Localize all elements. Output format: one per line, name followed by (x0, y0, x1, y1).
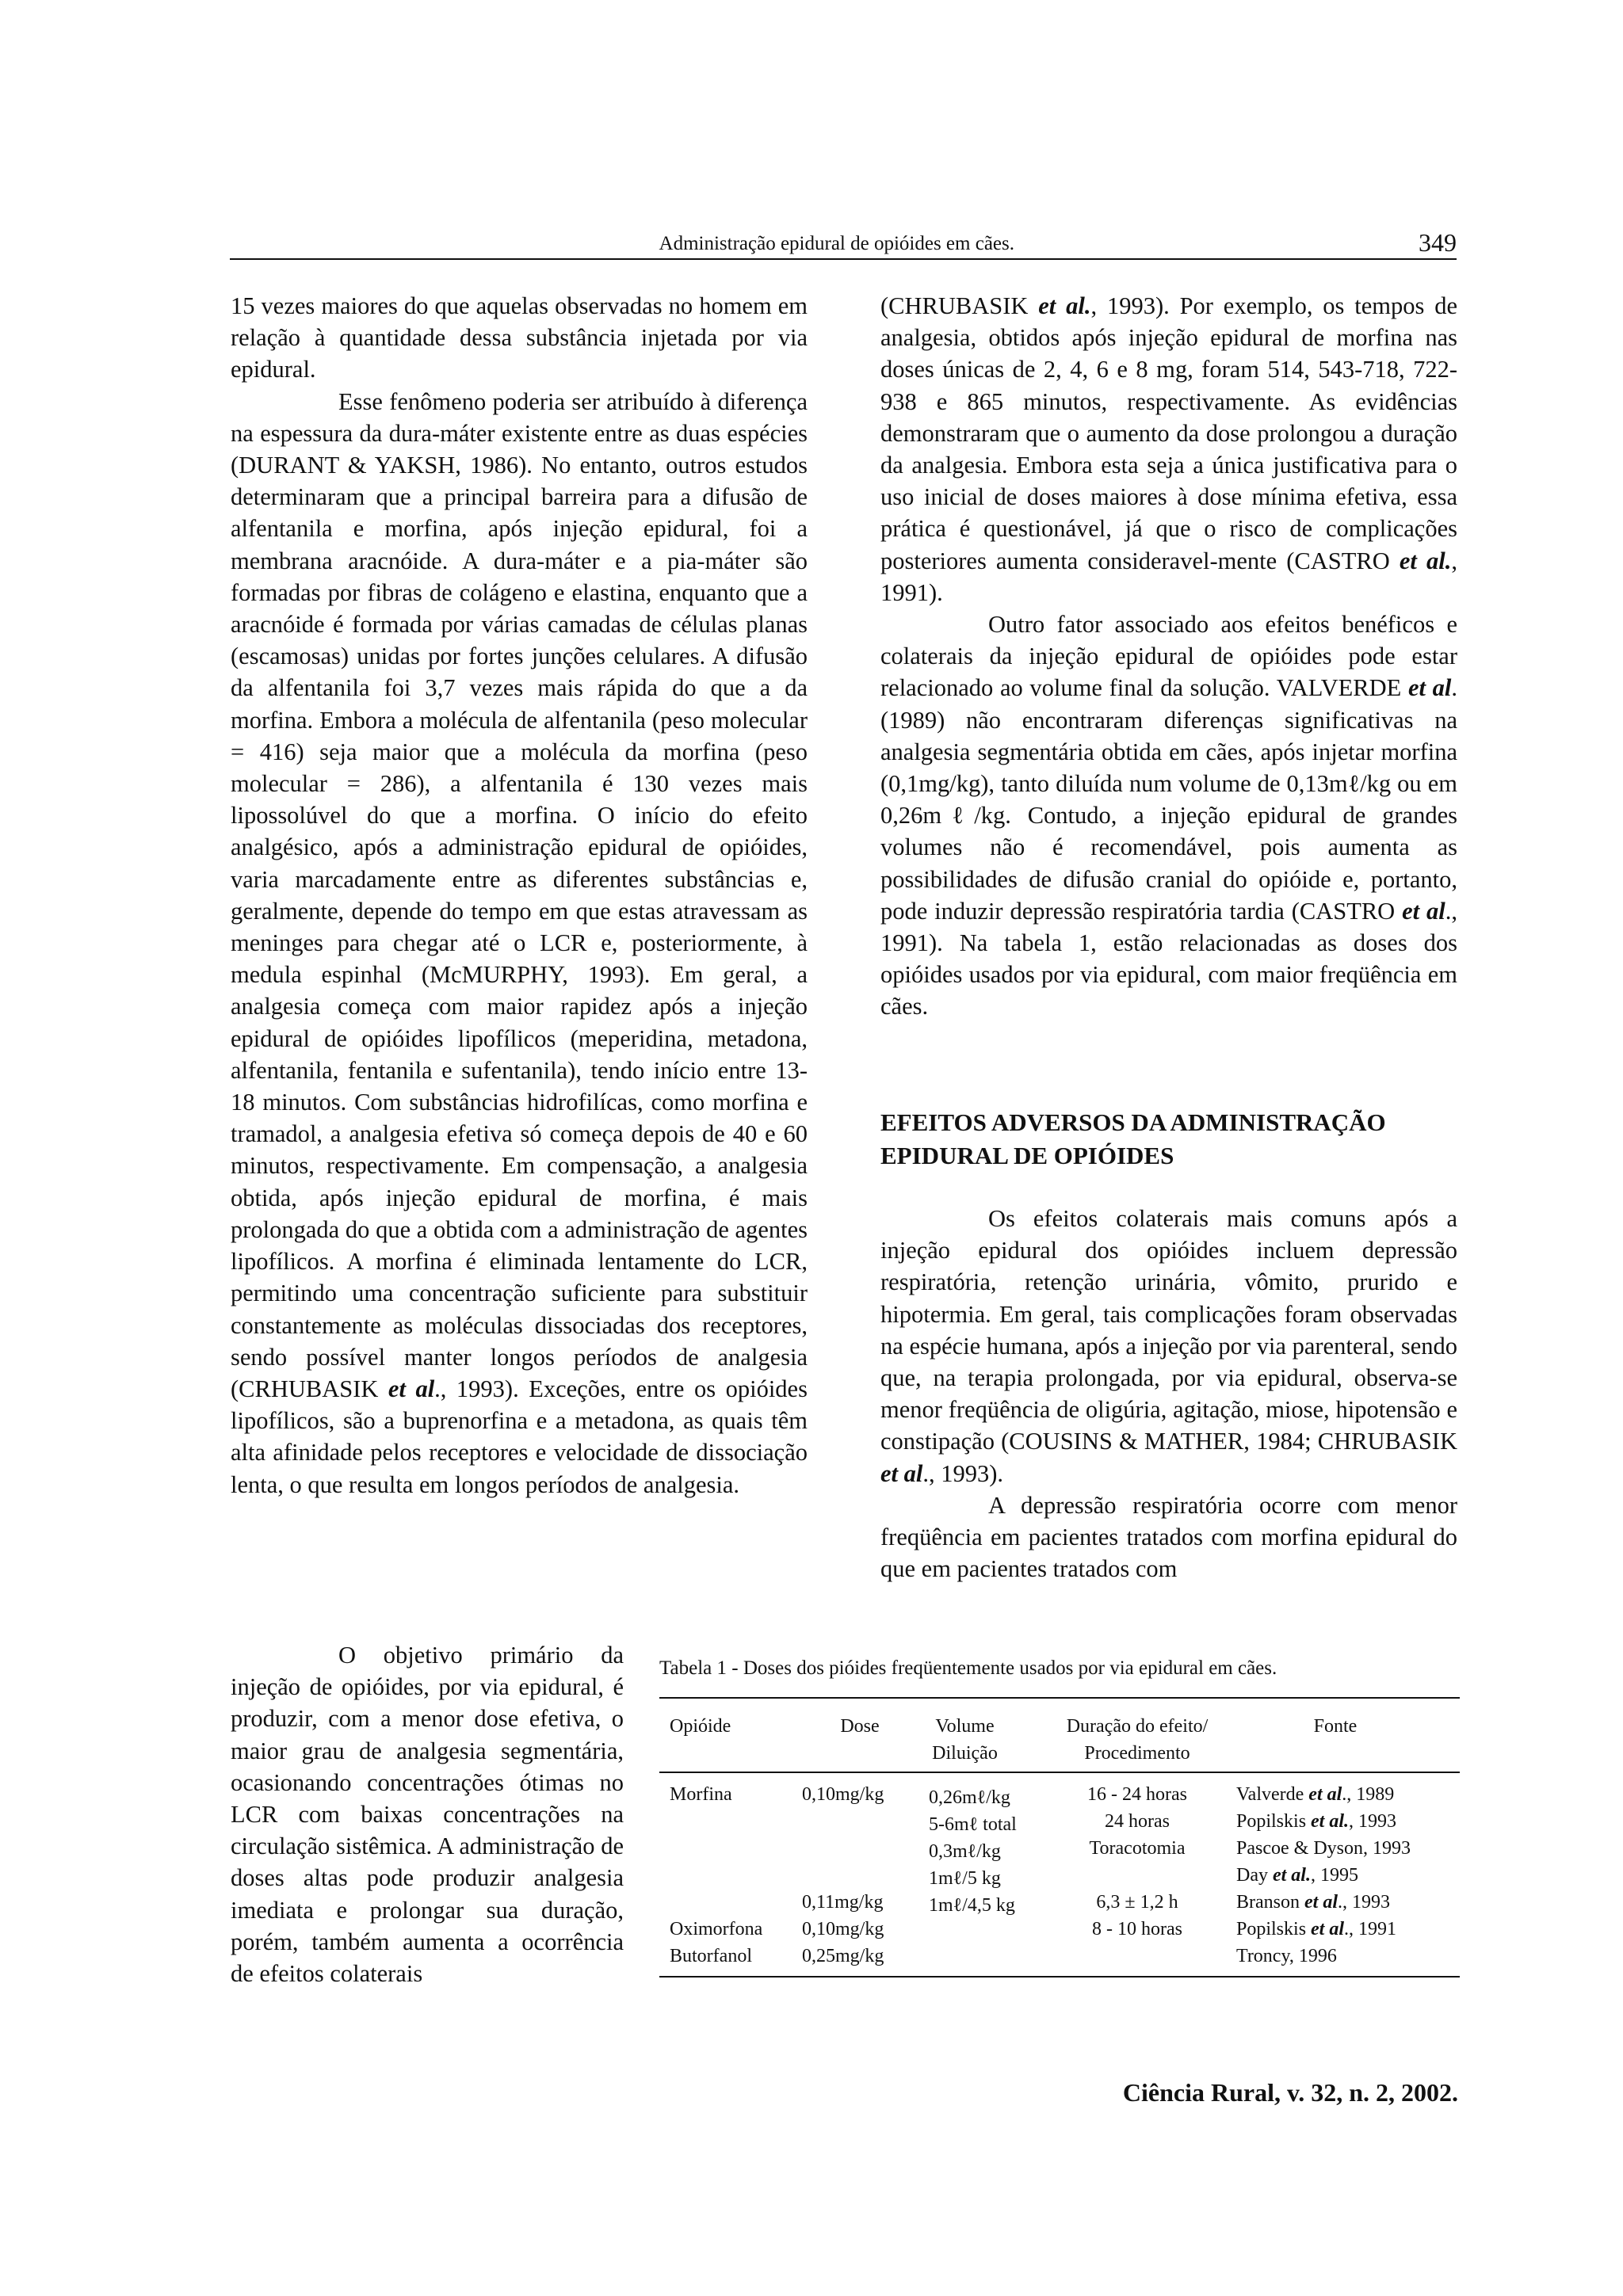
section-heading: EFEITOS ADVERSOS DA ADMINISTRAÇÃO EPIDURAL DE OPIÓIDES (880, 1108, 1386, 1169)
table-cell (670, 1835, 762, 1862)
table-cell: 0,3mℓ/kg (929, 1841, 1001, 1862)
header-opioide: Opióide (670, 1716, 731, 1737)
table-cell: Oximorfona (670, 1919, 763, 1939)
table-cell (802, 1862, 884, 1889)
table-cell: 0,10mg/kg (802, 1784, 884, 1805)
right-paragraph-2: Outro fator associado aos efeitos benéficos e colaterais da injeção epidural de opióides pode estar relacionado ao volume final da solução. VALVERDE et al. (1989) não encontraram diferenças significativas na analgesia segmentária obtida em cães, após injetar morfina (0,1mg/kg), tanto diluída num volume de 0,13mℓ/kg ou em 0,26mℓ/kg. Contudo, a injeção epidural de grandes volumes não é recomendável, pois aumenta as possibilidades de difusão cranial do opióide e, portanto, pode induzir depressão respiratória tardia (CASTRO et al., 1991). Na tabela 1, estão relacionadas as doses dos opióides usados por via epidural, com maior freqüência em cães. (880, 611, 1457, 1020)
right-column-lower (880, 1203, 1457, 1585)
table-cell: 16 - 24 horas (1087, 1784, 1187, 1805)
table-cell: Toracotomia (1089, 1838, 1186, 1859)
table-bottom-rule (659, 1976, 1460, 1978)
header-fonte: Fonte (1313, 1716, 1358, 1737)
table-caption: Tabela 1 - Doses dos pióides freqüentemente usados por via epidural em cães. (659, 1657, 1277, 1679)
table-cell: 5-6mℓ total (929, 1814, 1017, 1835)
table-cell: Branson et al., 1993 (1236, 1892, 1390, 1913)
table-cell: Popilskis et al., 1993 (1236, 1811, 1397, 1832)
header-duracao: Duração do efeito/ Procedimento (1066, 1716, 1209, 1764)
right-paragraph-3: Os efeitos colaterais mais comuns após a injeção epidural dos opióides incluem depressão respiratória, retenção urinária, vômito, prurido e hipotermia. Em geral, tais complicações foram observadas na espécie humana, após a injeção por via parenteral, sendo que, na terapia prolongada, por via epidural, observa-se menor freqüência de oligúria, agitação, miose, hipotensão e constipação (COUSINS & MATHER, 1984; CHRUBASIK et al., 1993). (880, 1205, 1457, 1487)
running-header: Administração epidural de opióides em cães. (659, 233, 1014, 254)
table-cell (1042, 1862, 1232, 1889)
table-col-fonte (1236, 1781, 1411, 1970)
table-header-rule (659, 1772, 1460, 1773)
header-rule (230, 258, 1457, 260)
left-paragraph-1: 15 vezes maiores do que aquelas observadas no homem em relação à quantidade dessa substância injetada por via epidural. (231, 292, 808, 383)
right-paragraph-1: (CHRUBASIK et al., 1993). Por exemplo, os tempos de analgesia, obtidos após injeção epidural de morfina nas doses únicas de 2, 4, 6 e 8 mg, foram 514, 543-718, 722-938 e 865 minutos, respectivamente. As evidências demonstraram que o aumento da dose prolongou a duração da analgesia. Embora esta seja a única justificativa para o uso inicial de doses maiores à dose mínima efetiva, essa prática é questionável, já que o risco de complicações posteriores aumenta consideravel-mente (CASTRO et al., 1991). (880, 292, 1457, 606)
left-column-bottom (231, 1639, 624, 1989)
header-dose: Dose (840, 1716, 880, 1737)
table-col-volume (929, 1784, 1017, 1919)
table-cell (670, 1889, 762, 1916)
journal-footer: Ciência Rural, v. 32, n. 2, 2002. (1122, 2078, 1458, 2107)
left-paragraph-3: O objetivo primário da injeção de opióides, por via epidural, é produzir, com a menor dose efetiva, o maior grau de analgesia segmentária, ocasionando concentrações ótimas no LCR com baixas concentrações na circulação sistêmica. A administração de doses altas pode produzir analgesia imediata e prolongar sua duração, porém, também aumenta a ocorrência de efeitos colaterais (231, 1642, 624, 1988)
table-col-duracao (1042, 1781, 1232, 1943)
table-col-dose (802, 1781, 884, 1970)
table-cell: 1mℓ/5 kg (929, 1868, 1001, 1889)
table-cell: Day et al., 1995 (1236, 1865, 1358, 1886)
table-cell: Morfina (670, 1784, 732, 1805)
table-cell: 0,11mg/kg (802, 1892, 884, 1913)
table-cell: Pascoe & Dyson, 1993 (1236, 1838, 1411, 1859)
table-cell: 0,26mℓ/kg (929, 1787, 1010, 1808)
table-cell (802, 1835, 884, 1862)
table-top-rule (659, 1697, 1460, 1699)
table-cell: Popilskis et al., 1991 (1236, 1919, 1397, 1939)
table-cell (670, 1808, 762, 1835)
header-volume: Volume Diluição (932, 1716, 998, 1764)
table-col-opioide (670, 1781, 762, 1970)
right-column (880, 290, 1457, 1023)
table-cell (802, 1808, 884, 1835)
table-cell: 6,3 ± 1,2 h (1096, 1892, 1178, 1913)
table-cell: 0,10mg/kg (802, 1919, 884, 1939)
table-cell: 24 horas (1105, 1811, 1170, 1832)
table-cell: 0,25mg/kg (802, 1946, 884, 1966)
table-cell: Valverde et al., 1989 (1236, 1784, 1395, 1805)
right-paragraph-4: A depressão respiratória ocorre com menor freqüência em pacientes tratados com morfina epidural do que em pacientes tratados com (880, 1491, 1457, 1583)
left-paragraph-2: Esse fenômeno poderia ser atribuído à diferença na espessura da dura-máter existente entre as duas espécies (DURANT & YAKSH, 1986). No entanto, outros estudos determinaram que a principal barreira para a difusão de alfentanila e morfina, após injeção epidural, foi a membrana aracnóide. A dura-máter e a pia-máter são formadas por fibras de colágeno e elastina, enquanto que a aracnóide é formada por várias camadas de células planas (escamosas) unidas por fortes junções celulares. A difusão da alfentanila foi 3,7 vezes mais rápida do que a da morfina. Embora a molécula de alfentanila (peso molecular = 416) seja maior que a molécula da morfina (peso molecular = 286), a alfentanila é 130 vezes mais lipossolúvel do que a morfina. O início do efeito analgésico, após a administração epidural de opióides, varia marcadamente entre as diferentes substâncias e, geralmente, depende do tempo em que estas atravessam as meninges para chegar até o LCR e, posteriormente, à medula espinhal (McMURPHY, 1993). Em geral, a analgesia começa com maior rapidez após a injeção epidural de opióides lipofílicos (meperidina, metadona, alfentanila, fentanila e sufentanila), tendo início entre 13-18 minutos. Com substâncias hidrofilícas, como morfina e tramadol, a analgesia efetiva só começa depois de 40 e 60 minutos, respectivamente. Em compensação, a analgesia obtida, após injeção epidural de morfina, é mais prolongada do que a obtida com a administração de agentes lipofílicos. A morfina é eliminada lentamente do LCR, permitindo uma concentração suficiente para substituir constantemente as moléculas dissociadas dos receptores, sendo possível manter longos períodos de analgesia (CRHUBASIK et al., 1993). Exceções, entre os opióides lipofílicos, são a buprenorfina e a metadona, as quais têm alta afinidade pelos receptores e velocidade de dissociação lenta, o que resulta em longos períodos de analgesia. (231, 387, 808, 1498)
table-cell (670, 1862, 762, 1889)
table-cell: Troncy, 1996 (1236, 1946, 1337, 1966)
page-number: 349 (1419, 228, 1457, 257)
table-cell: Butorfanol (670, 1946, 752, 1966)
left-column (231, 290, 808, 1501)
table-cell: 8 - 10 horas (1092, 1919, 1182, 1939)
table-cell: 1mℓ/4,5 kg (929, 1895, 1015, 1916)
